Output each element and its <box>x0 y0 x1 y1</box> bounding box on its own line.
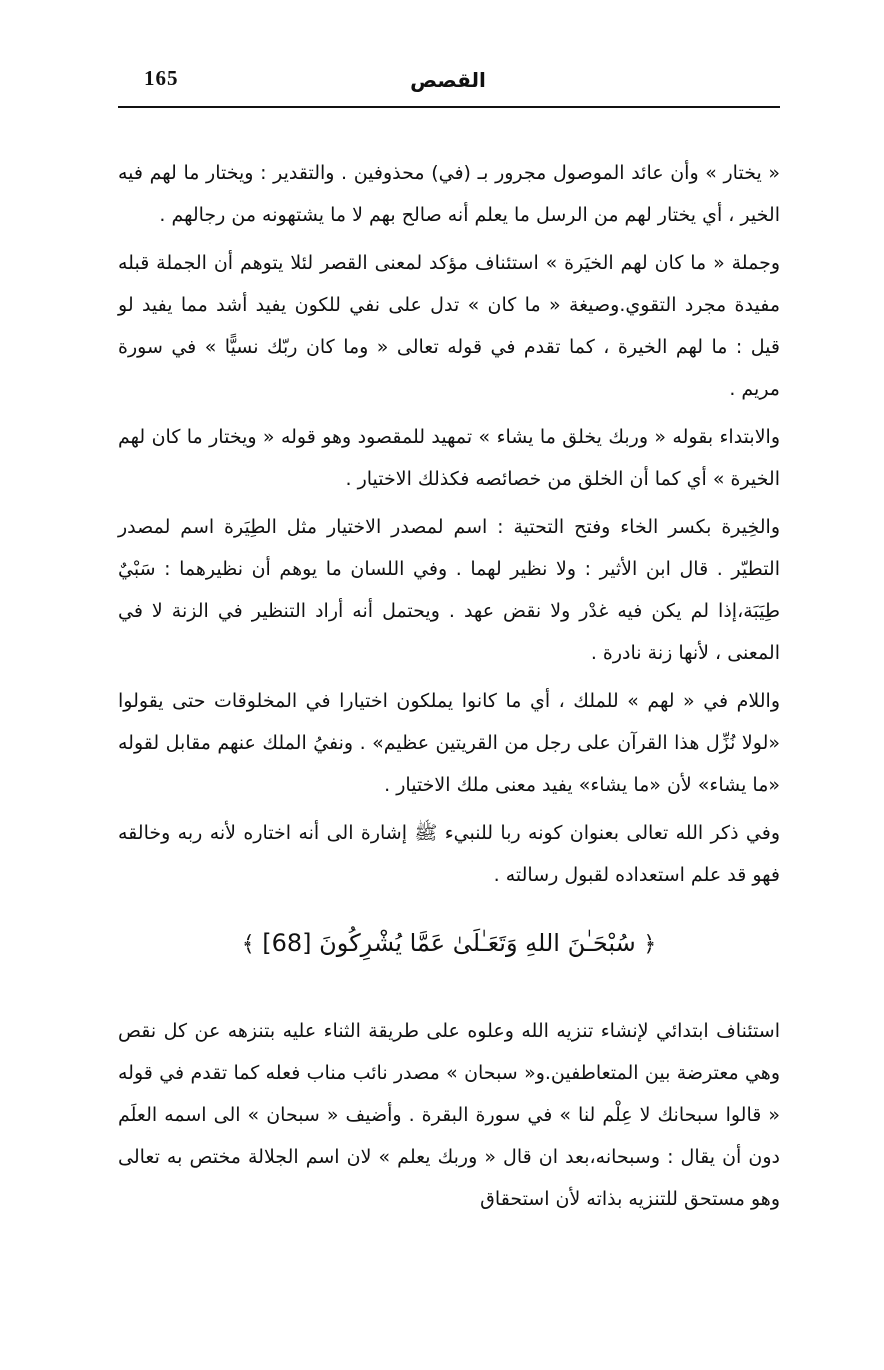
commentary-paragraph: استئناف ابتدائي لإنشاء تنزيه الله وعلوه على طريقة الثناء عليه بتنزهه عن كل نقص وهي معترضة بين المتعاطفين.و« سبحان » مصدر نائب مناب فعله كما تقدم في قوله « قالوا سبحانك لا عِلْم لنا » في سورة البقرة . وأضيف « سبحان » الى اسمه العلَم دون أن يقال : وسبحانه،بعد ان قال « وربك يعلم » لان اسم الجلالة مختص به تعالى وهو مستحق للتنزيه بذاته لأن استحقاق <box>118 1020 780 1210</box>
quran-verse <box>118 918 780 970</box>
paragraph-4: والخِيرة بكسر الخاء وفتح التحتية : اسم لمصدر الاختيار مثل الطِيَرة اسم لمصدر التطيّر . قال ابن الأثير : ولا نظير لهما . وفي اللسان ما يوهم أن نظيرهما : سَبْيٌ طِيَبَة،إذا لم يكن فيه غدْر ولا نقض عهد . ويحتمل أنه أراد التنظير في الزنة لا في المعنى ، لأنها زنة نادرة . <box>118 516 780 664</box>
verse-open-bracket: ﴿ <box>643 932 657 957</box>
verse-number: [68] <box>262 929 312 957</box>
header-rule <box>118 106 780 108</box>
paragraph-6: وفي ذكر الله تعالى بعنوان كونه ربا للنبيء ﷺ إشارة الى أنه اختاره لأنه ربه وخالقه فهو قد علم استعداده لقبول رسالته . <box>118 822 780 886</box>
paragraph-2: وجملة « ما كان لهم الخيَرة » استئناف مؤكد لمعنى القصر لئلا يتوهم أن الجملة قبله مفيدة مجرد التقوي.وصيغة « ما كان » تدل على نفي للكون يفيد أشد مما يفيد لو قيل : ما لهم الخيرة ، كما تقدم في قوله تعالى « وما كان ربّك نسيًّا » في سورة مريم . <box>118 252 780 400</box>
page-number: 165 <box>144 66 179 90</box>
verse-close-bracket: ﴾ <box>241 932 255 957</box>
paragraph-3: والابتداء بقوله « وربك يخلق ما يشاء » تمهيد للمقصود وهو قوله « ويختار ما كان لهم الخيرة » أي كما أن الخلق من خصائصه فكذلك الاختيار . <box>118 426 780 490</box>
page-body <box>118 152 780 1220</box>
paragraph-5: واللام في « لهم » للملك ، أي ما كانوا يملكون اختيارا في المخلوقات حتى يقولوا «لولا نُزِّل هذا القرآن على رجل من القريتين عظيم» . ونفيُ الملك عنهم مقابل لقوله «ما يشاء» لأن «ما يشاء» يفيد معنى ملك الاختيار . <box>118 690 780 796</box>
running-head: القصص <box>410 68 486 92</box>
verse-text: سُبْحَـٰنَ اللهِ وَتَعَـٰلَىٰ عَمَّا يُشْرِكُونَ <box>319 929 636 957</box>
paragraph-1: « يختار » وأن عائد الموصول مجرور بـ (في) محذوفين . والتقدير : ويختار ما لهم فيه الخير ، أي يختار لهم من الرسل ما يعلم أنه صالح بهم لا ما يشتهونه من رجالهم . <box>118 162 780 226</box>
